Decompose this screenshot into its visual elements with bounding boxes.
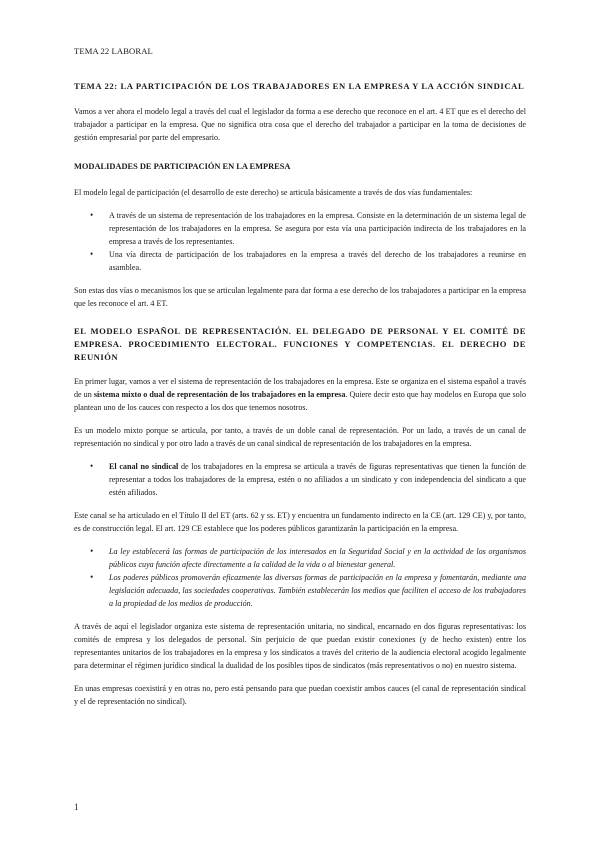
heading-modalidades: MODALIDADES DE PARTICIPACIÓN EN LA EMPRESA: [74, 162, 291, 171]
list-item: [74, 209, 526, 248]
list-item-text: La ley establecerá las formas de participación de los interesados en la Seguridad Social y en la actividad de los organismos públicos cuya función afecte directamente a la calidad de la vida o al bienestar general.: [109, 547, 526, 569]
bullet-icon: •: [90, 572, 94, 582]
paragraph-sistema-mixto: [74, 375, 526, 414]
bold-text-run: El canal no sindical: [109, 462, 179, 471]
paragraph-modelo-legal: El modelo legal de participación (el desarrollo de este derecho) se articula básicamente a través de dos vías fundamentales:: [74, 188, 473, 197]
paragraph-dos-vias: Son estas dos vías o mecanismos los que se articulan legalmente para dar forma a ese derecho de los trabajadores a participar en la empresa que les reconoce el art. 4 ET.: [74, 286, 526, 308]
list-item: [74, 545, 526, 571]
text-run: . Quiere decir esto que hay modelos en Europa que solo plantean uno de los cauces con respecto a los dos que tenemos nosotros.: [74, 390, 527, 412]
list-vias: [74, 209, 526, 274]
main-heading: TEMA 22: LA PARTICIPACIÓN DE LOS TRABAJADORES EN LA EMPRESA Y LA ACCIÓN SINDICAL: [74, 81, 525, 91]
list-canal: [74, 460, 526, 499]
list-item-text: Los poderes públicos promoverán eficazmente las diversas formas de participación en la empresa y fomentarán, mediante una legislación adecuada, las sociedades cooperativas. También establecerán los medios que faciliten el acceso de los trabajadores a la propiedad de los medios de producción.: [109, 573, 526, 608]
heading-modelo-espanol: EL MODELO ESPAÑOL DE REPRESENTACIÓN. EL DELEGADO DE PERSONAL Y EL COMITÉ DE EMPRESA. PROCEDIMIENTO ELECTORAL. FUNCIONES Y COMPETENCIAS. EL DERECHO DE REUNIÓN: [74, 326, 526, 362]
bullet-icon: •: [90, 461, 94, 471]
document-body: [74, 80, 526, 718]
paragraph-coexistencia: En unas empresas coexistirá y en otras no, pero está pensando para que puedan coexistir ambos cauces (el canal de representación sindical y el de representación no sindical).: [74, 684, 526, 706]
list-constitucion: [74, 545, 526, 610]
page-number: 1: [74, 802, 79, 812]
paragraph-representacion-unitaria: A través de aquí el legislador organiza este sistema de representación unitaria, no sindical, encarnado en dos figuras representativas: los comités de empresa y los delegados de personal. Sin perjuicio de que puedan existir conexiones (y de hecho existen) entre los representantes unitarios de los trabajadores en la empresa y los sindicatos a través del criterio de la audiencia electoral acogido legalmente para determinar el régimen jurídico sindical la dualidad de los posibles tipos de sindicatos (más representativos o no) en nuestro sistema.: [74, 622, 526, 670]
bullet-icon: •: [90, 546, 94, 556]
paragraph-intro: Vamos a ver ahora el modelo legal a través del cual el legislador da forma a ese derecho que reconoce en el art. 4 ET que es el derecho del trabajador a participar en la empresa. Que no significa otra cosa que el derecho del trabajador a participar en la toma de decisiones de gestión empresarial por parte del empresario.: [74, 107, 526, 142]
bullet-icon: •: [90, 249, 94, 259]
list-item: [74, 460, 526, 499]
list-item-text: de los trabajadores en la empresa se articula a través de figuras representativas que tienen la función de representar a todos los trabajadores de la empresa, estén o no afiliados a un sindicato y con independencia del sindicato a que estén afiliados.: [109, 462, 526, 497]
bold-text-run: sistema mixto o dual de representación de los trabajadores en la empresa: [93, 390, 346, 399]
paragraph-titulo-ii: Este canal se ha articulado en el Título II del ET (arts. 62 y ss. ET) y encuentra un fundamento indirecto en la CE (art. 129 CE) y, por tanto, es de construcción legal. El art. 129 CE establece que los poderes públicos garantizarán la participación en la empresa.: [74, 511, 526, 533]
list-item: [74, 571, 526, 610]
text-run: En primer lugar, vamos a ver el sistema de representación de los trabajadores en la empresa. Este se organiza en el sistema español a través de un: [74, 377, 526, 399]
page-header: TEMA 22 LABORAL: [74, 46, 153, 56]
bullet-icon: •: [90, 210, 94, 220]
list-item-text: Una vía directa de participación de los trabajadores en la empresa a través del derecho de los trabajadores a reunirse en asamblea.: [109, 250, 526, 272]
list-item-text: A través de un sistema de representación de los trabajadores en la empresa. Consiste en la determinación de un sistema legal de representación de los trabajadores en la empresa. Se asegura por esta vía una participación indirecta de los trabajadores en la empresa a través de los representantes.: [109, 211, 526, 246]
list-item: [74, 248, 526, 274]
paragraph-doble-canal: Es un modelo mixto porque se articula, por tanto, a través de un doble canal de representación. Por un lado, a través de un canal de representación no sindical y por otro lado a través de un canal sindical de representación de los trabajadores en la empresa.: [74, 426, 526, 448]
